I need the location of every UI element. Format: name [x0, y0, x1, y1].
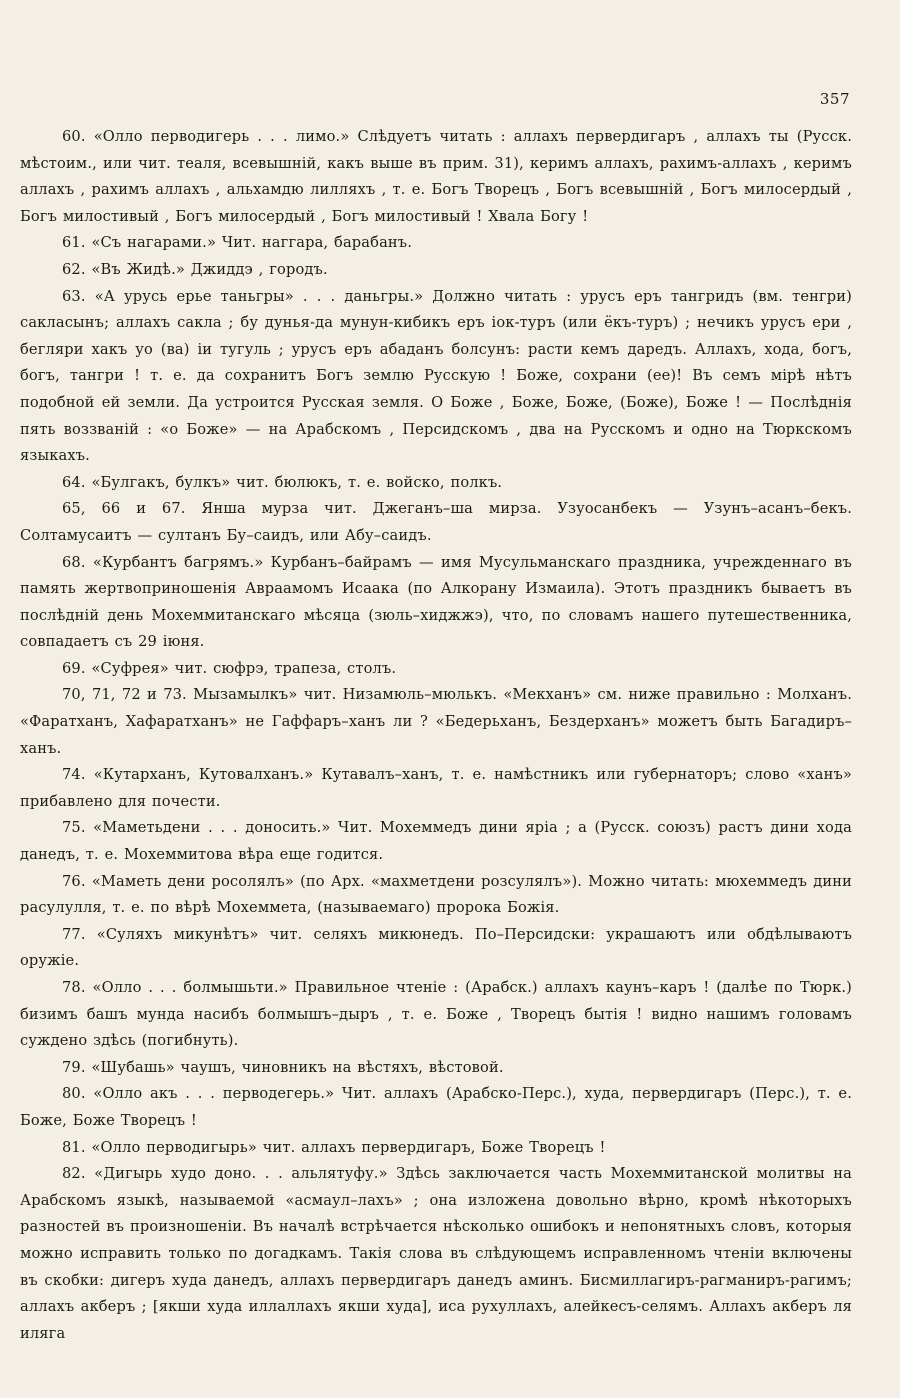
note-79: 79. «Шубашь» чаушъ, чиновникъ на вѣстяхъ, вѣстовой.: [62, 1058, 504, 1076]
note-82: 82. «Дигырь худо доно. . . альлятуфу.» Здѣсь заключается часть Мохеммитанской молитвы на Арабскомъ языкѣ, называемой «асмаул–лахъ» ; она изложена довольно вѣрно, кромѣ нѣкоторыхъ разностей въ произношеніи. Въ началѣ встрѣчается нѣсколько ошибокъ и непонятныхъ словъ, которыя можно исправить только по догадкамъ. Такія слова въ слѣдующемъ исправленномъ чтеніи включены въ скобки: дигеръ худа данедъ, аллахъ первердигаръ данедъ аминъ. Бисмиллагиръ-рагманиръ-рагимъ; аллахъ акберъ ; [якши худа иллаллахъ якши худа], иса рухуллахъ, алейкесъ-селямъ. Аллахъ акберъ ля иляга: [20, 1165, 852, 1342]
note-65-67: 65, 66 и 67. Янша мурза чит. Джеганъ–ша мирза. Узуосанбекъ — Узунъ–асанъ–бекъ. Солтамусаитъ — султанъ Бу–саидъ, или Абу–саидъ.: [20, 500, 852, 544]
note-64: 64. «Булгакъ, булкъ» чит. бюлюкъ, т. е. войско, полкъ.: [62, 473, 503, 491]
note-78: 78. «Олло . . . болмышьти.» Правильное чтеніе : (Арабск.) аллахъ каунъ–каръ ! (далѣе по Тюрк.) бизимъ башъ мунда насибъ болмышъ–дыръ , т. е. Боже , Творецъ бытія ! видно нашимъ головамъ суждено здѣсь (погибнуть).: [20, 979, 852, 1050]
note-62: 62. «Въ Жидѣ.» Джиддэ , городъ.: [62, 260, 328, 278]
note-80: 80. «Олло акъ . . . перводегерь.» Чит. аллахъ (Арабско-Перс.), худа, первердигаръ (Перс.), т. е. Боже, Боже Творецъ !: [20, 1085, 852, 1129]
page-number: 357: [819, 90, 850, 108]
note-77: 77. «Суляхъ микунѣтъ» чит. селяхъ микюнедъ. По–Персидски: украшаютъ или обдѣлываютъ оружіе.: [20, 925, 852, 970]
notes-list: [20, 124, 852, 1347]
note-75: 75. «Маметьдени . . . доносить.» Чит. Мохеммедъ дини яріа ; а (Русск. союзъ) растъ дини хода данедъ, т. е. Мохеммитова вѣра еще годится.: [20, 819, 852, 864]
note-61: 61. «Съ нагарами.» Чит. наггара, барабанъ.: [62, 234, 413, 252]
note-70-73: 70, 71, 72 и 73. Мызамылкъ» чит. Низамюль–мюлькъ. «Мекханъ» см. ниже правильно : Молханъ. «Фаратханъ, Хафаратханъ» не Гаффаръ–ханъ ли ? «Бедерьханъ, Бездерханъ» можетъ быть Багадиръ–ханъ.: [20, 686, 852, 757]
note-74: 74. «Кутарханъ, Кутовалханъ.» Кутавалъ–ханъ, т. е. намѣстникъ или губернаторъ; слово «ханъ» прибавлено для почести.: [20, 766, 852, 810]
note-63: 63. «А урусь ерье таньгры» . . . даньгры.» Должно читать : урусъ еръ тангридъ (вм. тенгри) сакласынъ; аллахъ сакла ; бу дунья-да мунун-кибикъ еръ іок-туръ (или ёкъ-туръ) ; нечикъ урусъ ери , бегляри хакъ уо (ва) іи тугуль ; урусъ еръ абаданъ болсунъ: расти кемъ даредъ. Аллахъ, хода, богъ, богъ, тангри ! т. е. да сохранитъ Богъ землю Русскую ! Боже, сохрани (ее)! Въ семъ мірѣ нѣтъ подобной ей земли. Да устроится Русская земля. О Боже , Боже, Боже, (Боже), Боже ! — Послѣднія пять воззваній : «о Боже» — на Арабскомъ , Персидскомъ , два на Русскомъ и одно на Тюркскомъ языкахъ.: [20, 287, 852, 465]
note-76: 76. «Маметь дени росолялъ» (по Арх. «махметдени розсулялъ»). Можно читать: мюхеммедъ дини расулулля, т. е. по вѣрѣ Мохеммета, (называемаго) пророка Божія.: [20, 872, 852, 917]
note-68: 68. «Курбантъ багрямъ.» Курбанъ–байрамъ — имя Мусульманскаго праздника, учрежденнаго въ память жертвоприношенія Авраамомъ Исаака (по Алкорану Измаила). Этотъ праздникъ бываетъ въ послѣдній день Мохеммитанскаго мѣсяца (зюль–хиджжэ), что, по словамъ нашего путешественника, совпадаетъ съ 29 іюня.: [20, 553, 852, 651]
note-81: 81. «Олло перводигырь» чит. аллахъ первердигаръ, Боже Творецъ !: [62, 1138, 606, 1156]
note-69: 69. «Суфрея» чит. сюфрэ, трапеза, столъ.: [62, 659, 397, 677]
note-60: 60. «Олло перводигерь . . . лимо.» Слѣдуетъ читать : аллахъ первердигаръ , аллахъ ты (Русск. мѣстоим., или чит. теаля, всевышній, какъ выше въ прим. 31), керимъ аллахъ, рахимъ-аллахъ , керимъ аллахъ , рахимъ аллахъ , альхамдю лилляхъ , т. е. Богъ Творецъ , Богъ всевышній , Богъ милосердый , Богъ милостивый , Богъ милосердый , Богъ милостивый ! Хвала Богу !: [20, 128, 852, 225]
